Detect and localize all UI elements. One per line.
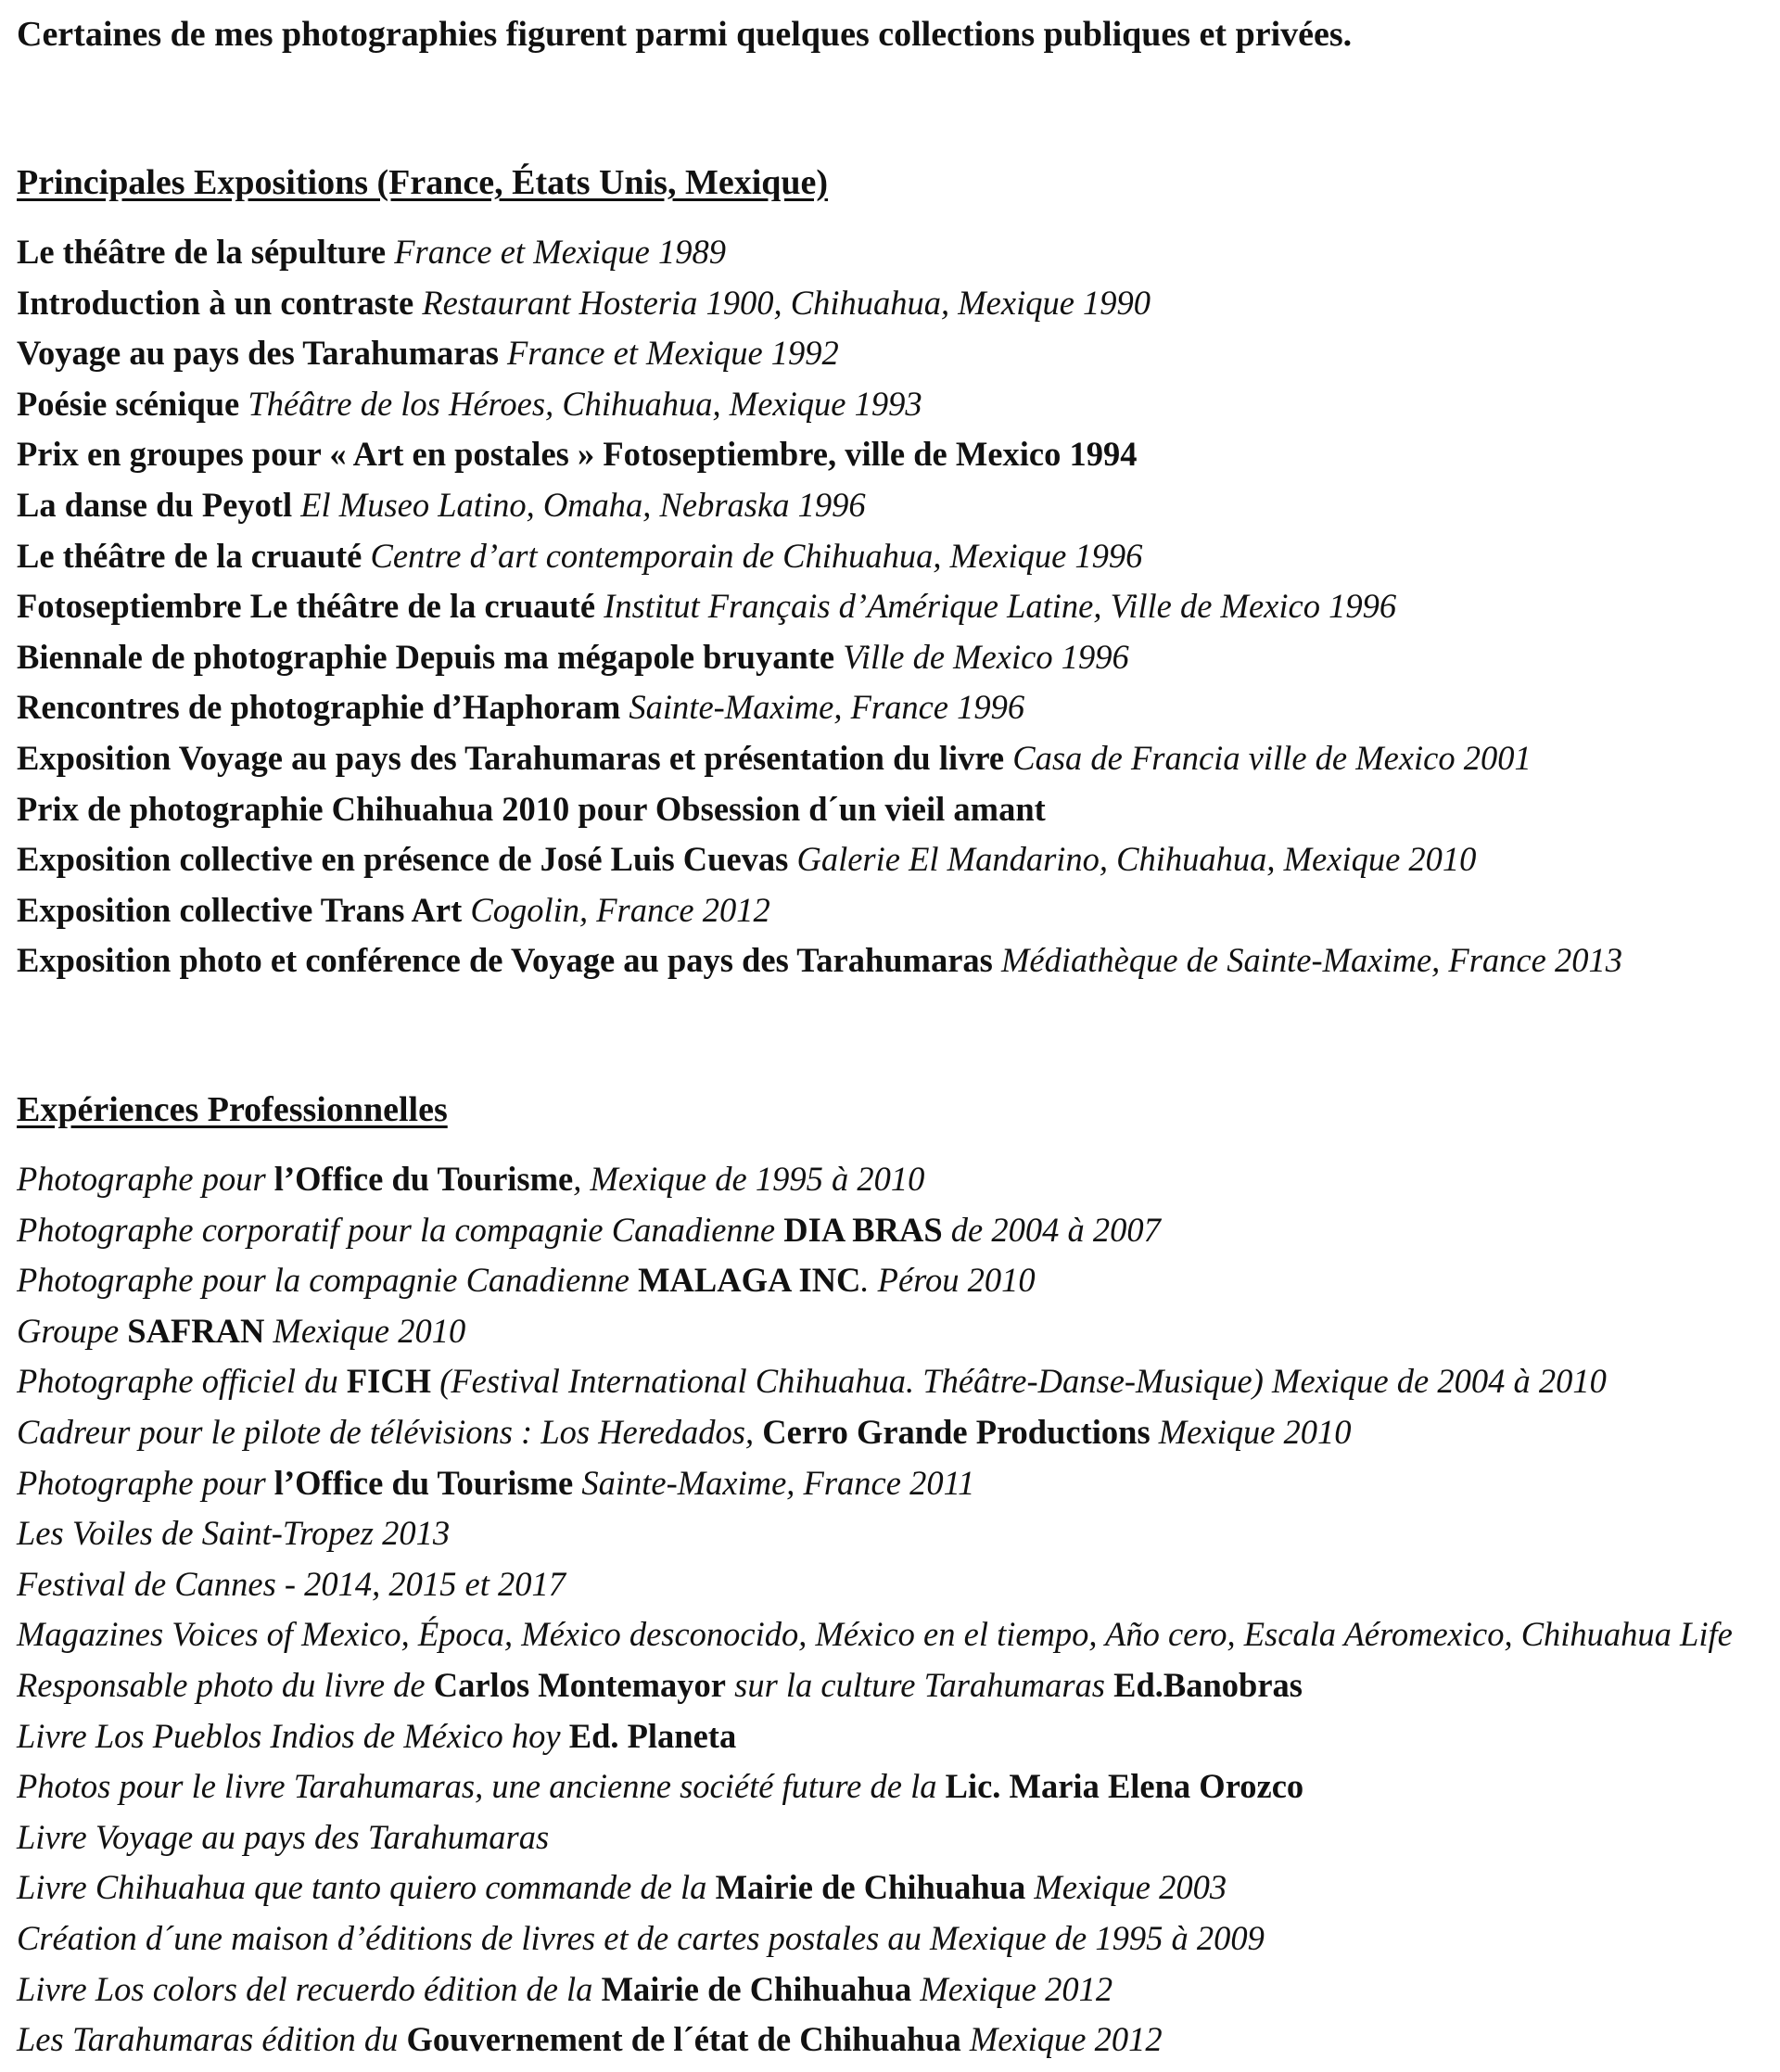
bold-text: Ed.Banobras	[1113, 1665, 1303, 1704]
bold-text: MALAGA INC	[638, 1261, 861, 1300]
expositions-heading: Principales Expositions (France, États Unis, Mexique)	[17, 163, 829, 202]
italic-text: Groupe	[17, 1311, 128, 1350]
italic-text: Magazines Voices of Mexico, Época, México desconocido, México en el tiempo, Año cero, Escala Aéromexico, Chihuahua Life	[17, 1615, 1733, 1654]
exposition-item	[17, 227, 1622, 278]
bold-text: Prix en groupes pour « Art en postales » Fotoseptiembre, ville de Mexico 1994	[17, 435, 1138, 474]
bold-text: La danse du Peyotl	[17, 485, 293, 524]
bold-text: FICH	[346, 1362, 432, 1401]
italic-text: Institut Français d’Amérique Latine, Ville de Mexico 1996	[595, 587, 1397, 626]
italic-text: Photographe pour	[17, 1160, 274, 1198]
italic-text: Festival de Cannes - 2014, 2015 et 2017	[17, 1564, 566, 1603]
experience-item	[17, 1609, 1733, 1660]
italic-text: Livre Los Pueblos Indios de México hoy	[17, 1716, 569, 1755]
italic-text: Mexique 2003	[1025, 1868, 1227, 1907]
exposition-item	[17, 682, 1622, 733]
bold-text: Exposition Voyage au pays des Tarahumaras et présentation du livre	[17, 738, 1005, 777]
experience-item	[17, 1407, 1733, 1458]
bold-text: Gouvernement de l´état de Chihuahua	[406, 2020, 961, 2059]
italic-text: Photographe pour la compagnie Canadienne	[17, 1261, 639, 1300]
experience-item	[17, 2015, 1733, 2066]
bold-text: l’Office du Tourisme	[273, 1463, 574, 1502]
bold-text: Prix de photographie Chihuahua 2010 pour Obsession d´un vieil amant	[17, 789, 1046, 828]
experience-item	[17, 1964, 1733, 2015]
exposition-item	[17, 429, 1622, 480]
italic-text: Centre d’art contemporain de Chihuahua, Mexique 1996	[362, 536, 1143, 575]
bold-text: Mairie de Chihuahua	[715, 1868, 1026, 1907]
italic-text: Restaurant Hosteria 1900, Chihuahua, Mexique 1990	[422, 283, 1151, 322]
italic-text: Mexique 2010	[1150, 1412, 1352, 1451]
italic-text: Sainte-Maxime, France 1996	[620, 688, 1025, 727]
bold-text: Exposition photo et conférence de Voyage au pays des Tarahumaras	[17, 941, 993, 980]
italic-text: Médiathèque de Sainte-Maxime, France 2013	[992, 941, 1622, 980]
experiences-heading: Expériences Professionnelles	[17, 1090, 448, 1129]
bold-text: Rencontres de photographie d’Haphoram	[17, 688, 621, 727]
italic-text: de 2004 à 2007	[942, 1210, 1161, 1249]
italic-text: Les Voiles de Saint-Tropez 2013	[17, 1514, 451, 1553]
exposition-item	[17, 733, 1622, 784]
exposition-item	[17, 328, 1622, 379]
italic-text: Casa de Francia ville de Mexico 2001	[1004, 738, 1532, 777]
italic-text: Responsable photo du livre de	[17, 1665, 434, 1704]
exposition-item	[17, 480, 1622, 531]
italic-text: Mexique 2010	[264, 1311, 466, 1350]
bold-text: Cerro Grande Productions	[762, 1412, 1151, 1451]
experience-item	[17, 1508, 1733, 1559]
italic-text: Photographe officiel du	[17, 1362, 347, 1401]
bold-text: Mairie de Chihuahua	[601, 1969, 912, 2008]
italic-text: Photographe corporatif pour la compagnie Canadienne	[17, 1210, 784, 1249]
italic-text: Les Tarahumaras édition du	[17, 2020, 407, 2059]
italic-text: Sainte-Maxime, France 2011	[573, 1463, 975, 1502]
experience-item	[17, 1812, 1733, 1863]
italic-text: Photos pour le livre Tarahumaras, une ancienne société future de la	[17, 1767, 946, 1806]
experience-item	[17, 1559, 1733, 1610]
exposition-item	[17, 632, 1622, 683]
exposition-item	[17, 834, 1622, 885]
italic-text: Cogolin, France 2012	[462, 890, 770, 929]
exposition-item	[17, 581, 1622, 632]
exposition-item	[17, 885, 1622, 936]
experience-item	[17, 1862, 1733, 1913]
bold-text: Le théâtre de la sépulture	[17, 233, 387, 271]
italic-text: Mexique 2012	[960, 2020, 1163, 2059]
exposition-item	[17, 784, 1622, 835]
bold-text: Carlos Montemayor	[433, 1665, 726, 1704]
experiences-list	[17, 1154, 1733, 2066]
italic-text: Livre Chihuahua que tanto quiero commande de la	[17, 1868, 716, 1907]
experience-item	[17, 1913, 1733, 1964]
experience-item	[17, 1660, 1733, 1711]
experience-item	[17, 1154, 1733, 1205]
exposition-item	[17, 278, 1622, 329]
exposition-item	[17, 531, 1622, 582]
experience-item	[17, 1761, 1733, 1812]
italic-text: Création d´une maison d’éditions de livres et de cartes postales au Mexique de 1995 à 2009	[17, 1918, 1265, 1957]
italic-text: Mexique 2012	[911, 1969, 1113, 2008]
italic-text: Photographe pour	[17, 1463, 274, 1502]
italic-text: Théâtre de los Héroes, Chihuahua, Mexique 1993	[239, 384, 922, 423]
bold-text: Exposition collective Trans Art	[17, 890, 463, 929]
bold-text: DIA BRAS	[783, 1210, 943, 1249]
experience-item	[17, 1711, 1733, 1762]
italic-text: Ville de Mexico 1996	[834, 637, 1129, 676]
italic-text: France et Mexique 1989	[386, 233, 726, 271]
italic-text: (Festival International Chihuahua. Théâtre-Danse-Musique) Mexique de 2004 à 2010	[431, 1362, 1607, 1401]
bold-text: SAFRAN	[127, 1311, 265, 1350]
bold-text: Introduction à un contraste	[17, 283, 423, 322]
intro-text: Certaines de mes photographies figurent parmi quelques collections publiques et privées.	[17, 15, 1353, 54]
bold-text: Ed. Planeta	[568, 1716, 737, 1755]
italic-text: Livre Los colors del recuerdo édition de la	[17, 1969, 602, 2008]
italic-text: , Mexique de 1995 à 2010	[573, 1160, 925, 1198]
experience-item	[17, 1306, 1733, 1357]
bold-text: Fotoseptiembre Le théâtre de la cruauté	[17, 587, 596, 626]
bold-text: Voyage au pays des Tarahumaras	[17, 334, 499, 373]
bold-text: Lic. Maria Elena Orozco	[945, 1767, 1304, 1806]
italic-text: El Museo Latino, Omaha, Nebraska 1996	[292, 485, 866, 524]
experience-item	[17, 1356, 1733, 1407]
bold-text: Exposition collective en présence de José Luis Cuevas	[17, 840, 789, 879]
italic-text: Cadreur pour le pilote de télévisions : Los Heredados,	[17, 1412, 763, 1451]
italic-text: Galerie El Mandarino, Chihuahua, Mexique 2010	[788, 840, 1477, 879]
exposition-item	[17, 935, 1622, 986]
bold-text: Poésie scénique	[17, 384, 240, 423]
italic-text: . Pérou 2010	[860, 1261, 1036, 1300]
italic-text: France et Mexique 1992	[498, 334, 839, 373]
italic-text: sur la culture Tarahumaras	[726, 1665, 1114, 1704]
exposition-item	[17, 379, 1622, 430]
experience-item	[17, 1205, 1733, 1256]
italic-text: Livre Voyage au pays des Tarahumaras	[17, 1817, 550, 1856]
bold-text: Le théâtre de la cruauté	[17, 536, 362, 575]
expositions-list	[17, 227, 1622, 986]
bold-text: l’Office du Tourisme	[273, 1160, 574, 1198]
bold-text: Biennale de photographie Depuis ma mégapole bruyante	[17, 637, 835, 676]
experience-item	[17, 1458, 1733, 1509]
experience-item	[17, 1255, 1733, 1306]
